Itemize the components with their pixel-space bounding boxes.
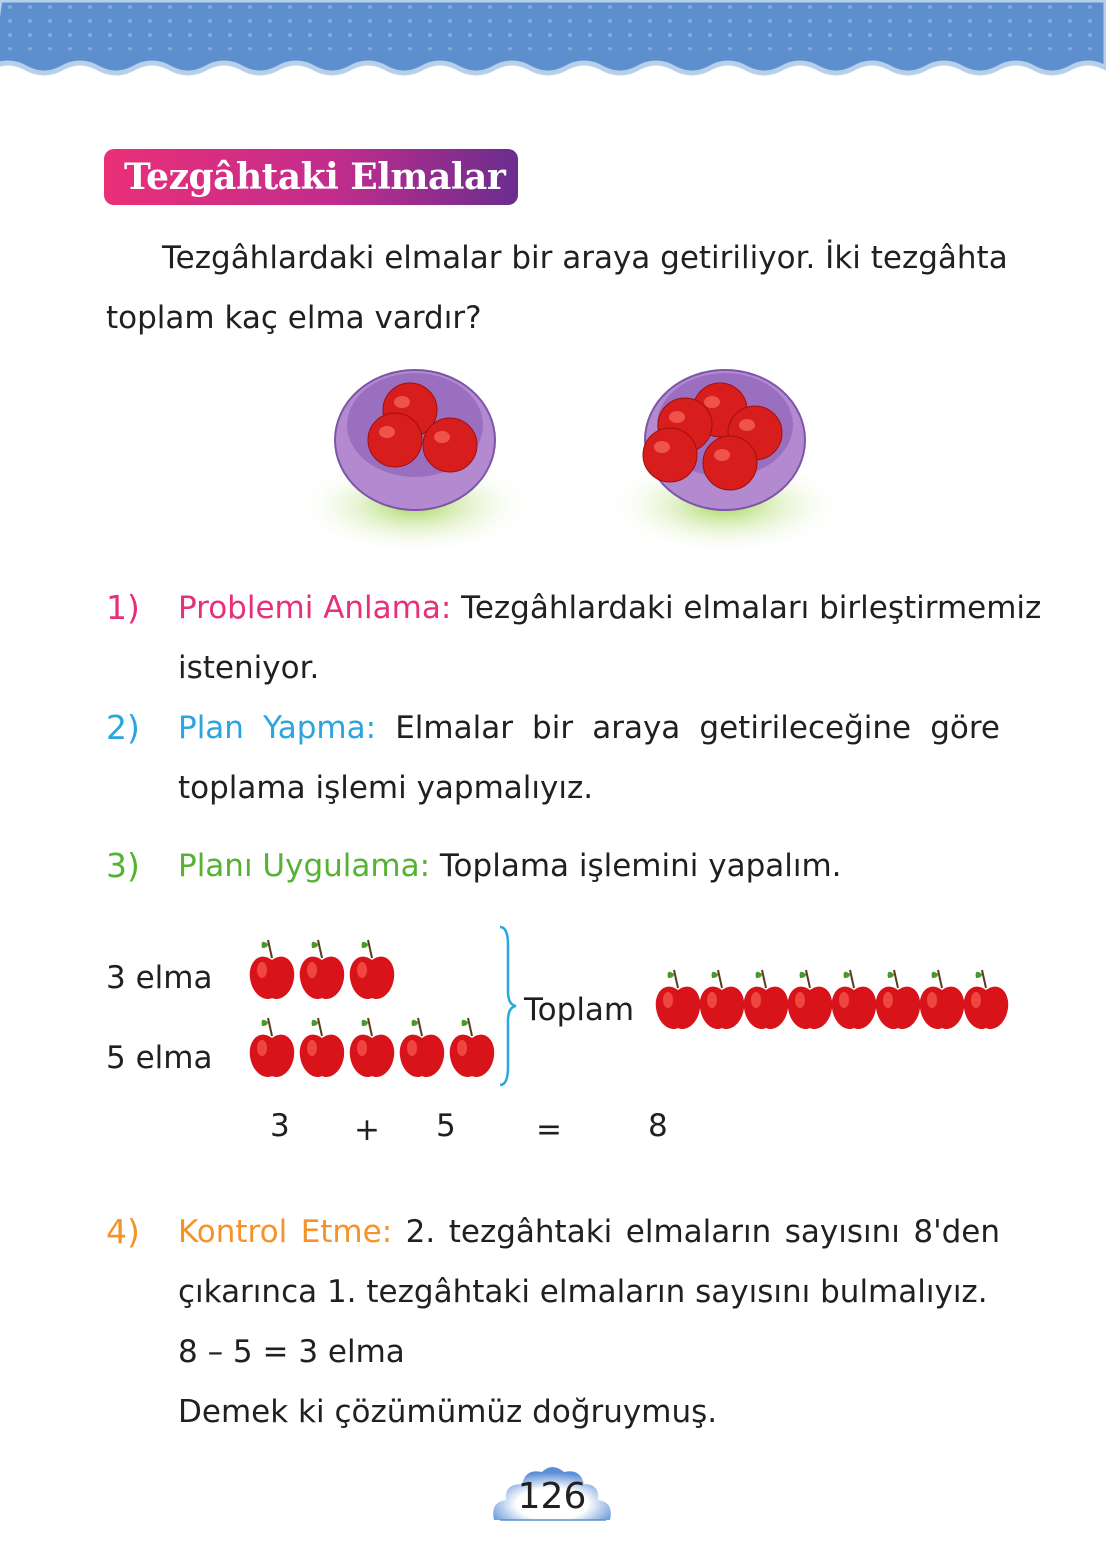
step-1-body: Tezgâhlardaki elmaları birleştirmemiz (461, 590, 1042, 626)
apple (654, 966, 702, 1036)
step-2-cont: toplama işlemi yapmalıyız. (178, 770, 594, 806)
apple (368, 413, 422, 467)
step-1-number: 1) (106, 588, 140, 627)
step-3-label: Planı Uygulama: (178, 848, 431, 884)
apple (962, 966, 1010, 1036)
apple-icon (830, 966, 878, 1032)
eq-equals: = (536, 1112, 562, 1148)
bowl-2 (643, 370, 805, 510)
apple-icon (874, 966, 922, 1032)
apple (742, 966, 790, 1036)
apple-icon (698, 966, 746, 1032)
step-3-number: 3) (106, 846, 140, 885)
apple-icon (654, 966, 702, 1032)
apple (643, 428, 697, 482)
apple (248, 936, 296, 1006)
apple-icon (786, 966, 834, 1032)
apple-icon (248, 1014, 296, 1080)
step-4-conclusion: Demek ki çözümümüz doğruymuş. (178, 1394, 718, 1430)
apple (874, 966, 922, 1036)
step-1-cont: isteniyor. (178, 650, 320, 686)
row2-label: 5 elma (106, 1040, 213, 1076)
step-2-number: 2) (106, 708, 140, 747)
intro-line-2: toplam kaç elma vardır? (106, 300, 482, 336)
eq-plus: + (354, 1112, 380, 1148)
eq-result: 8 (648, 1108, 668, 1144)
step-1-text (178, 588, 1042, 628)
apple-icon (962, 966, 1010, 1032)
step-2-label: Plan Yapma: (178, 710, 377, 746)
apple-icon (298, 1014, 346, 1080)
apple-bowls-illustration (290, 355, 860, 560)
apple-icon (348, 1014, 396, 1080)
step-4-text (178, 1212, 1000, 1252)
step-2-body: Elmalar bir araya getirileceğine göre (395, 710, 1000, 746)
decorative-header-band (0, 0, 1106, 90)
eq-b: 5 (436, 1108, 456, 1144)
apple (703, 436, 757, 490)
step-4-equation: 8 – 5 = 3 elma (178, 1334, 405, 1370)
total-label: Toplam (524, 992, 635, 1028)
apple (698, 966, 746, 1036)
step-3-text (178, 846, 842, 886)
apple-icon (398, 1014, 446, 1080)
apple (830, 966, 878, 1036)
step-4-body: 2. tezgâhtaki elmaların sayısını 8'den (405, 1214, 1001, 1250)
apple (298, 936, 346, 1006)
intro-line-1: Tezgâhlardaki elmalar bir araya getiriliyor. İki tezgâhta (162, 240, 1008, 276)
brace (496, 925, 520, 1087)
apple (298, 1014, 346, 1084)
apple-icon (298, 936, 346, 1002)
step-1-label: Problemi Anlama: (178, 590, 452, 626)
step-4-number: 4) (106, 1212, 140, 1251)
apple (448, 1014, 496, 1084)
apple-icon (348, 936, 396, 1002)
apple (423, 418, 477, 472)
eq-a: 3 (270, 1108, 290, 1144)
step-4-label: Kontrol Etme: (178, 1214, 393, 1250)
bowl-1 (335, 370, 495, 510)
apple-icon (448, 1014, 496, 1080)
step-3-body: Toplama işlemini yapalım. (439, 848, 842, 884)
apple (398, 1014, 446, 1084)
apple-icon (248, 936, 296, 1002)
apple (248, 1014, 296, 1084)
lesson-title: Tezgâhtaki Elmalar (104, 149, 518, 205)
apple (918, 966, 966, 1036)
apple (348, 1014, 396, 1084)
apple (348, 936, 396, 1006)
step-2-text (178, 708, 1000, 748)
page-number-cloud (490, 1462, 614, 1522)
step-4-cont: çıkarınca 1. tezgâhtaki elmaların sayısını bulmalıyız. (178, 1274, 988, 1310)
apple-icon (742, 966, 790, 1032)
page-number: 126 (517, 1476, 587, 1517)
apple (786, 966, 834, 1036)
row1-label: 3 elma (106, 960, 213, 996)
apple-icon (918, 966, 966, 1032)
